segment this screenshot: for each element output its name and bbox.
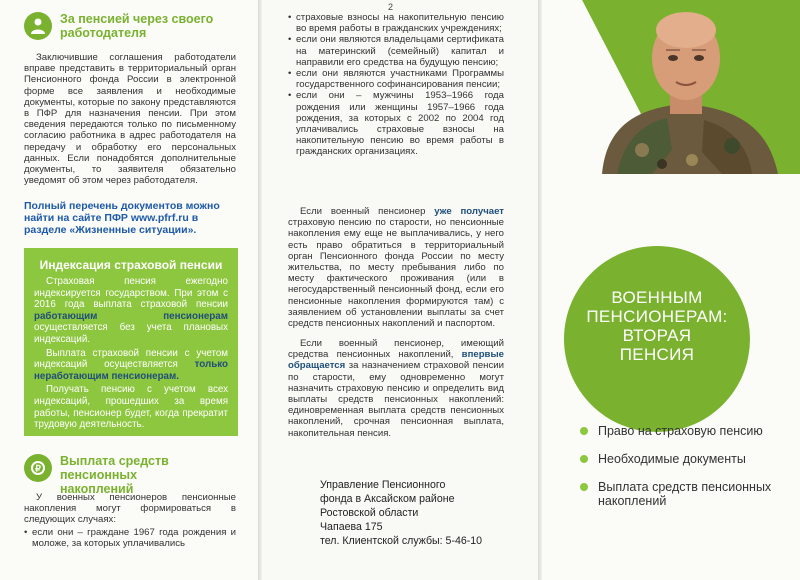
list-item: • если они являются участниками Программы государственного софинансирования пенсии; [288,68,504,90]
section-employer-title: За пенсией через своего работодателя [60,12,214,40]
documents-link-text: Полный перечень документов можно найти на сайте ПФР www.pfrf.ru в разделе «Жизненные ситуации». [24,200,220,236]
left-panel [0,0,258,580]
list-item: • страховые взносы на накопительную пенсию во время работы в гражданских учреждениях; [288,12,504,34]
indexation-paragraph-3: Получать пенсию с учетом всех индексаций, прошедших за время работы, пенсионер будет, когда прекратит трудовую деятельность. [34,384,228,431]
first-time-paragraph: Если военный пенсионер, имеющий средства пенсионных накоплений, впервые обращается за назначением страховой пенсии по старости, ему одновременно могут назначить страховую пенсию и определить вид выплаты средств пенсионных накоплений: единовременная выплата средств пенсионных накоплений, срочная пенсионная выплата, накопительная пенсия. [288,338,504,439]
bullet-icon [580,483,588,491]
indexation-paragraph-2: Выплата страховой пенсии с учетом индексаций осуществляется только неработающим пенсионерам. [34,347,228,382]
section-employer-heading [24,12,220,40]
bullet-icon [580,427,588,435]
indexation-body [24,272,238,431]
subtitle-line-1: ВТОРАЯ [622,326,692,345]
page-number: 2 [388,2,394,12]
section-savings-body [24,492,236,549]
middle-panel [262,0,538,580]
list-item: • если они – граждане 1967 года рождения и моложе, за которых уплачивались [24,527,236,549]
section-savings-title: Выплата средств пенсионных накоплений [60,454,169,496]
indexation-box [24,248,238,436]
indexation-title: Индексация страховой пенсии [39,258,223,272]
contents-item: Право на страховую пенсию [580,424,780,438]
section-savings-intro: У военных пенсионеров пенсионные накопления могут формироваться в следующих случаях: [24,492,236,526]
office-address [320,478,482,548]
contents-list [580,424,780,522]
coin-icon [24,454,52,482]
phone-line: тел. Клиентской службы: 5-46-10 [320,535,483,547]
already-receiving-paragraph: Если военный пенсионер уже получает страховую пенсию по старости, но пенсионные накопления ему еще не выплачивались, у него есть право обратиться в территориальный орган Пенсионного фонда России по месту жительства, по месту пребывания либо по месту фактического проживания (или в негосударственный пенсионный фонд, если его пенсионные накопления формируются там) с заявлением об установлении выплаты за счет средств пенсионных накоплений и паспортом. [288,206,505,330]
first-time-text [288,338,504,439]
list-item: • если они являются владельцами сертификата на материнский (семейный) капитал и направили его средства на будущую пенсию; [288,34,504,68]
subtitle-line-2: ПЕНСИЯ [619,345,695,364]
pensioner-photo [572,0,800,174]
address-line: Ростовской области [320,507,419,519]
contents-item: Выплата средств пенсионных накоплений [580,480,780,508]
contents-item: Необходимые документы [580,452,780,466]
savings-cases-list [288,12,504,158]
bullet-icon [580,455,588,463]
title-line-1: ВОЕННЫМ [611,288,703,307]
person-icon [24,12,52,40]
already-receiving-text [288,206,504,329]
title-line-2: ПЕНСИОНЕРАМ: [586,307,728,326]
address-line: фонда в Аксайском районе [320,493,455,505]
indexation-paragraph-1: Страховая пенсия ежегодно индексируется государством. При этом с 2016 года выплата страховой пенсии работающим пенсионерам осуществляется без учета плановых индексаций. [34,276,228,345]
savings-cases [288,12,504,158]
list-item: • если они – мужчины 1953–1966 года рождения или женщины 1957–1966 года рождения, за которых с 2002 по 2004 год уплачивались страховые взносы на накопительную пенсию во время работы в гражданских организациях. [288,90,504,157]
address-line: Управление Пенсионного [320,479,446,491]
section-employer-paragraph: Заключившие соглашения работодатели вправе представить в территориальный орган Пенсионного фонда России в электронной форме все заявления и необходимые документы, которые по закону представляются в ПФР для назначения пенсии. При этом сведения передаются только по письменному согласию работника в адрес работодателя на передачу и обработку его персональных данных. Если понадобятся дополнительные документы, то заявителя обязательно уведомят об этом через работодателя. [24,52,236,187]
right-panel [542,0,800,580]
address-line: Чапаева 175 [320,521,383,533]
svg-text:₽: ₽ [35,463,41,474]
section-employer-body [24,52,236,186]
section-savings-heading [24,454,210,496]
section-savings-list [24,527,236,549]
title-circle [564,246,750,432]
